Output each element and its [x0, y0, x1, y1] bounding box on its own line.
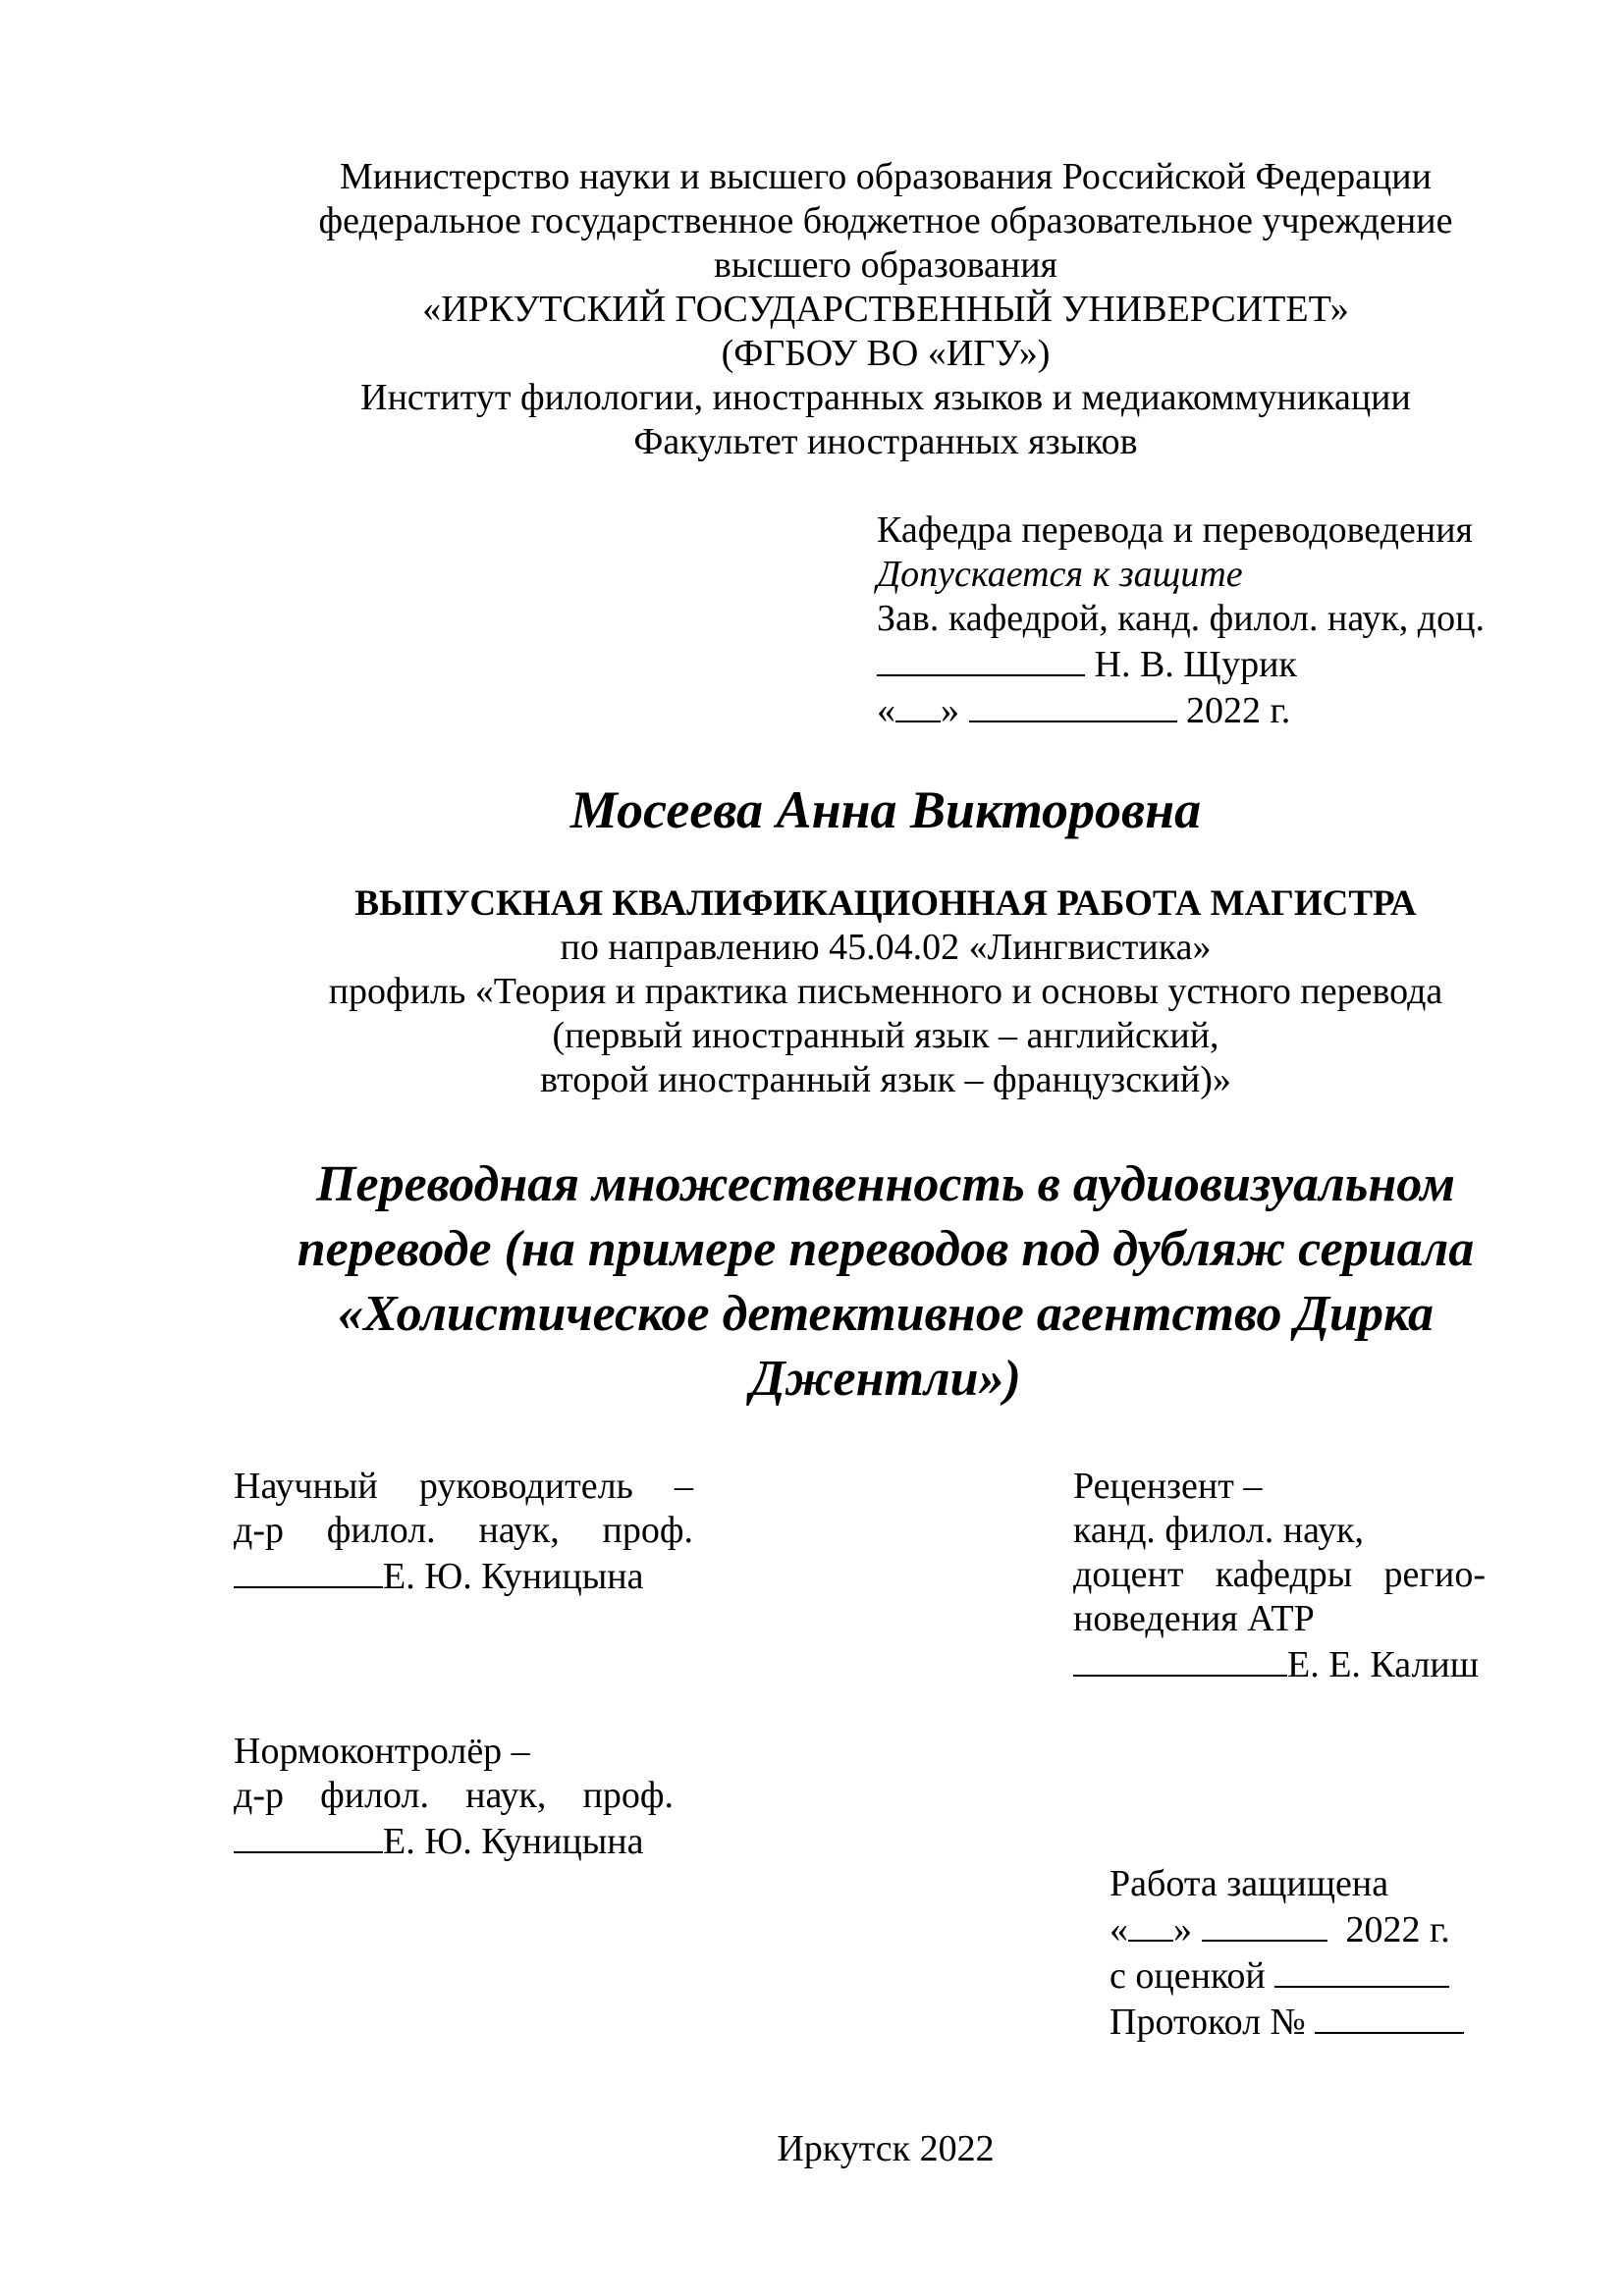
reviewer-role: Рецензент – — [1073, 1466, 1263, 1507]
day-blank — [1128, 1906, 1173, 1942]
degree-word: д-р — [234, 1510, 284, 1551]
institution-type-line: федеральное государственное бюджетное образовательное учреждение — [318, 200, 1453, 241]
protocol-blank — [1315, 1999, 1464, 2034]
normcontrol-role: Нормоконтролёр – — [234, 1731, 530, 1772]
university-abbr-line: (ФГБОУ ВО «ИГУ») — [721, 333, 1051, 374]
role-dash: – — [674, 1466, 693, 1507]
day-blank — [895, 687, 941, 722]
date-quote-close: » — [941, 690, 959, 731]
position-word: регио- — [1383, 1554, 1486, 1595]
defense-year: 2022 г. — [1345, 1909, 1450, 1950]
head-signature-line — [877, 641, 1564, 687]
topic-line: переводе (на примере переводов под дубляж сериала — [297, 1221, 1475, 1277]
department-name: Кафедра перевода и переводоведения — [877, 509, 1474, 551]
degree-word: филол. — [326, 1510, 436, 1551]
university-name-line: «ИРКУТСКИЙ ГОСУДАРСТВЕННЫЙ УНИВЕРСИТЕТ» — [422, 289, 1349, 330]
topic-line: «Холистическое детективное агентство Дирка — [337, 1286, 1435, 1342]
ministry-line: Министерство науки и высшего образования Российской Федерации — [340, 156, 1432, 197]
direction-line: по направлению 45.04.02 «Лингвистика» — [560, 927, 1212, 968]
date-quote-open: « — [1110, 1909, 1128, 1950]
month-blank — [969, 687, 1177, 722]
reviewer-signature-line — [1073, 1641, 1486, 1687]
topic-line: Переводная множественность в аудиовизуальном — [316, 1156, 1455, 1212]
degree-word: д-р — [234, 1775, 284, 1816]
approval-block — [877, 508, 1564, 733]
reviewer-block — [1073, 1465, 1486, 1687]
admitted-to-defense: Допускается к защите — [877, 554, 1243, 595]
work-description — [223, 881, 1548, 1102]
institution-header — [223, 155, 1548, 464]
degree-word: наук, — [478, 1510, 560, 1551]
supervisor-signature-line — [234, 1553, 693, 1599]
position-word: кафедры — [1215, 1554, 1353, 1595]
signature-blank — [234, 1818, 383, 1853]
normcontrol-signature-line — [234, 1818, 674, 1864]
work-type: ВЫПУСКНАЯ КВАЛИФИКАЦИОННАЯ РАБОТА МАГИСТРА — [354, 883, 1417, 924]
education-level-line: высшего образования — [713, 244, 1058, 286]
degree-word: проф. — [602, 1510, 693, 1551]
signature-blank — [877, 641, 1085, 676]
reviewer-name: Е. Е. Калиш — [1287, 1644, 1480, 1685]
date-quote-open: « — [877, 690, 895, 731]
supervisor-role — [234, 1465, 693, 1509]
defense-status: Работа защищена — [1110, 1863, 1389, 1904]
grade-line — [1110, 1952, 1551, 1999]
defense-block — [1110, 1862, 1551, 2045]
thesis-topic — [223, 1152, 1548, 1412]
approval-year: 2022 г. — [1186, 690, 1291, 731]
protocol-line — [1110, 1999, 1551, 2045]
signature-blank — [1073, 1641, 1287, 1677]
head-of-department-title: Зав. кафедрой, канд. филол. наук, доц. — [877, 598, 1485, 639]
city-year: Иркутск 2022 — [777, 2128, 995, 2169]
grade-label: с оценкой — [1110, 1955, 1266, 1997]
date-quote-close: » — [1173, 1909, 1192, 1950]
reviewer-degree: канд. филол. наук, — [1073, 1510, 1365, 1551]
institute-line: Институт филологии, иностранных языков и медиакоммуникации — [360, 377, 1411, 418]
second-language-line: второй иностранный язык – французский)» — [540, 1059, 1231, 1100]
grade-blank — [1274, 1952, 1449, 1988]
degree-word: проф. — [582, 1775, 674, 1816]
topic-line: Джентли») — [750, 1351, 1021, 1407]
role-word: руководитель — [418, 1466, 633, 1507]
profile-line: профиль «Теория и практика письменного и основы устного перевода — [328, 971, 1443, 1012]
reviewer-department: новедения АТР — [1073, 1598, 1315, 1639]
protocol-label: Протокол № — [1110, 2002, 1306, 2043]
normcontrol-name: Е. Ю. Куницына — [383, 1821, 644, 1862]
author-name: Мосеева Анна Викторовна — [569, 780, 1202, 839]
supervisor-block — [234, 1465, 693, 1599]
approval-date-line — [877, 687, 1564, 733]
signature-blank — [234, 1553, 383, 1588]
position-word: доцент — [1073, 1554, 1184, 1595]
supervisor-name: Е. Ю. Куницына — [383, 1556, 644, 1597]
normcontrol-degree — [234, 1774, 674, 1818]
month-blank — [1202, 1906, 1327, 1942]
head-name: Н. В. Щурик — [1094, 644, 1297, 685]
role-word: Научный — [234, 1466, 378, 1507]
first-language-line: (первый иностранный язык – английский, — [552, 1015, 1219, 1056]
faculty-line: Факультет иностранных языков — [633, 421, 1138, 462]
degree-word: филол. — [320, 1775, 430, 1816]
degree-word: наук, — [465, 1775, 547, 1816]
supervisor-degree — [234, 1509, 693, 1553]
normcontrol-block — [234, 1730, 674, 1864]
reviewer-position — [1073, 1553, 1486, 1597]
defense-date-line — [1110, 1906, 1551, 1952]
